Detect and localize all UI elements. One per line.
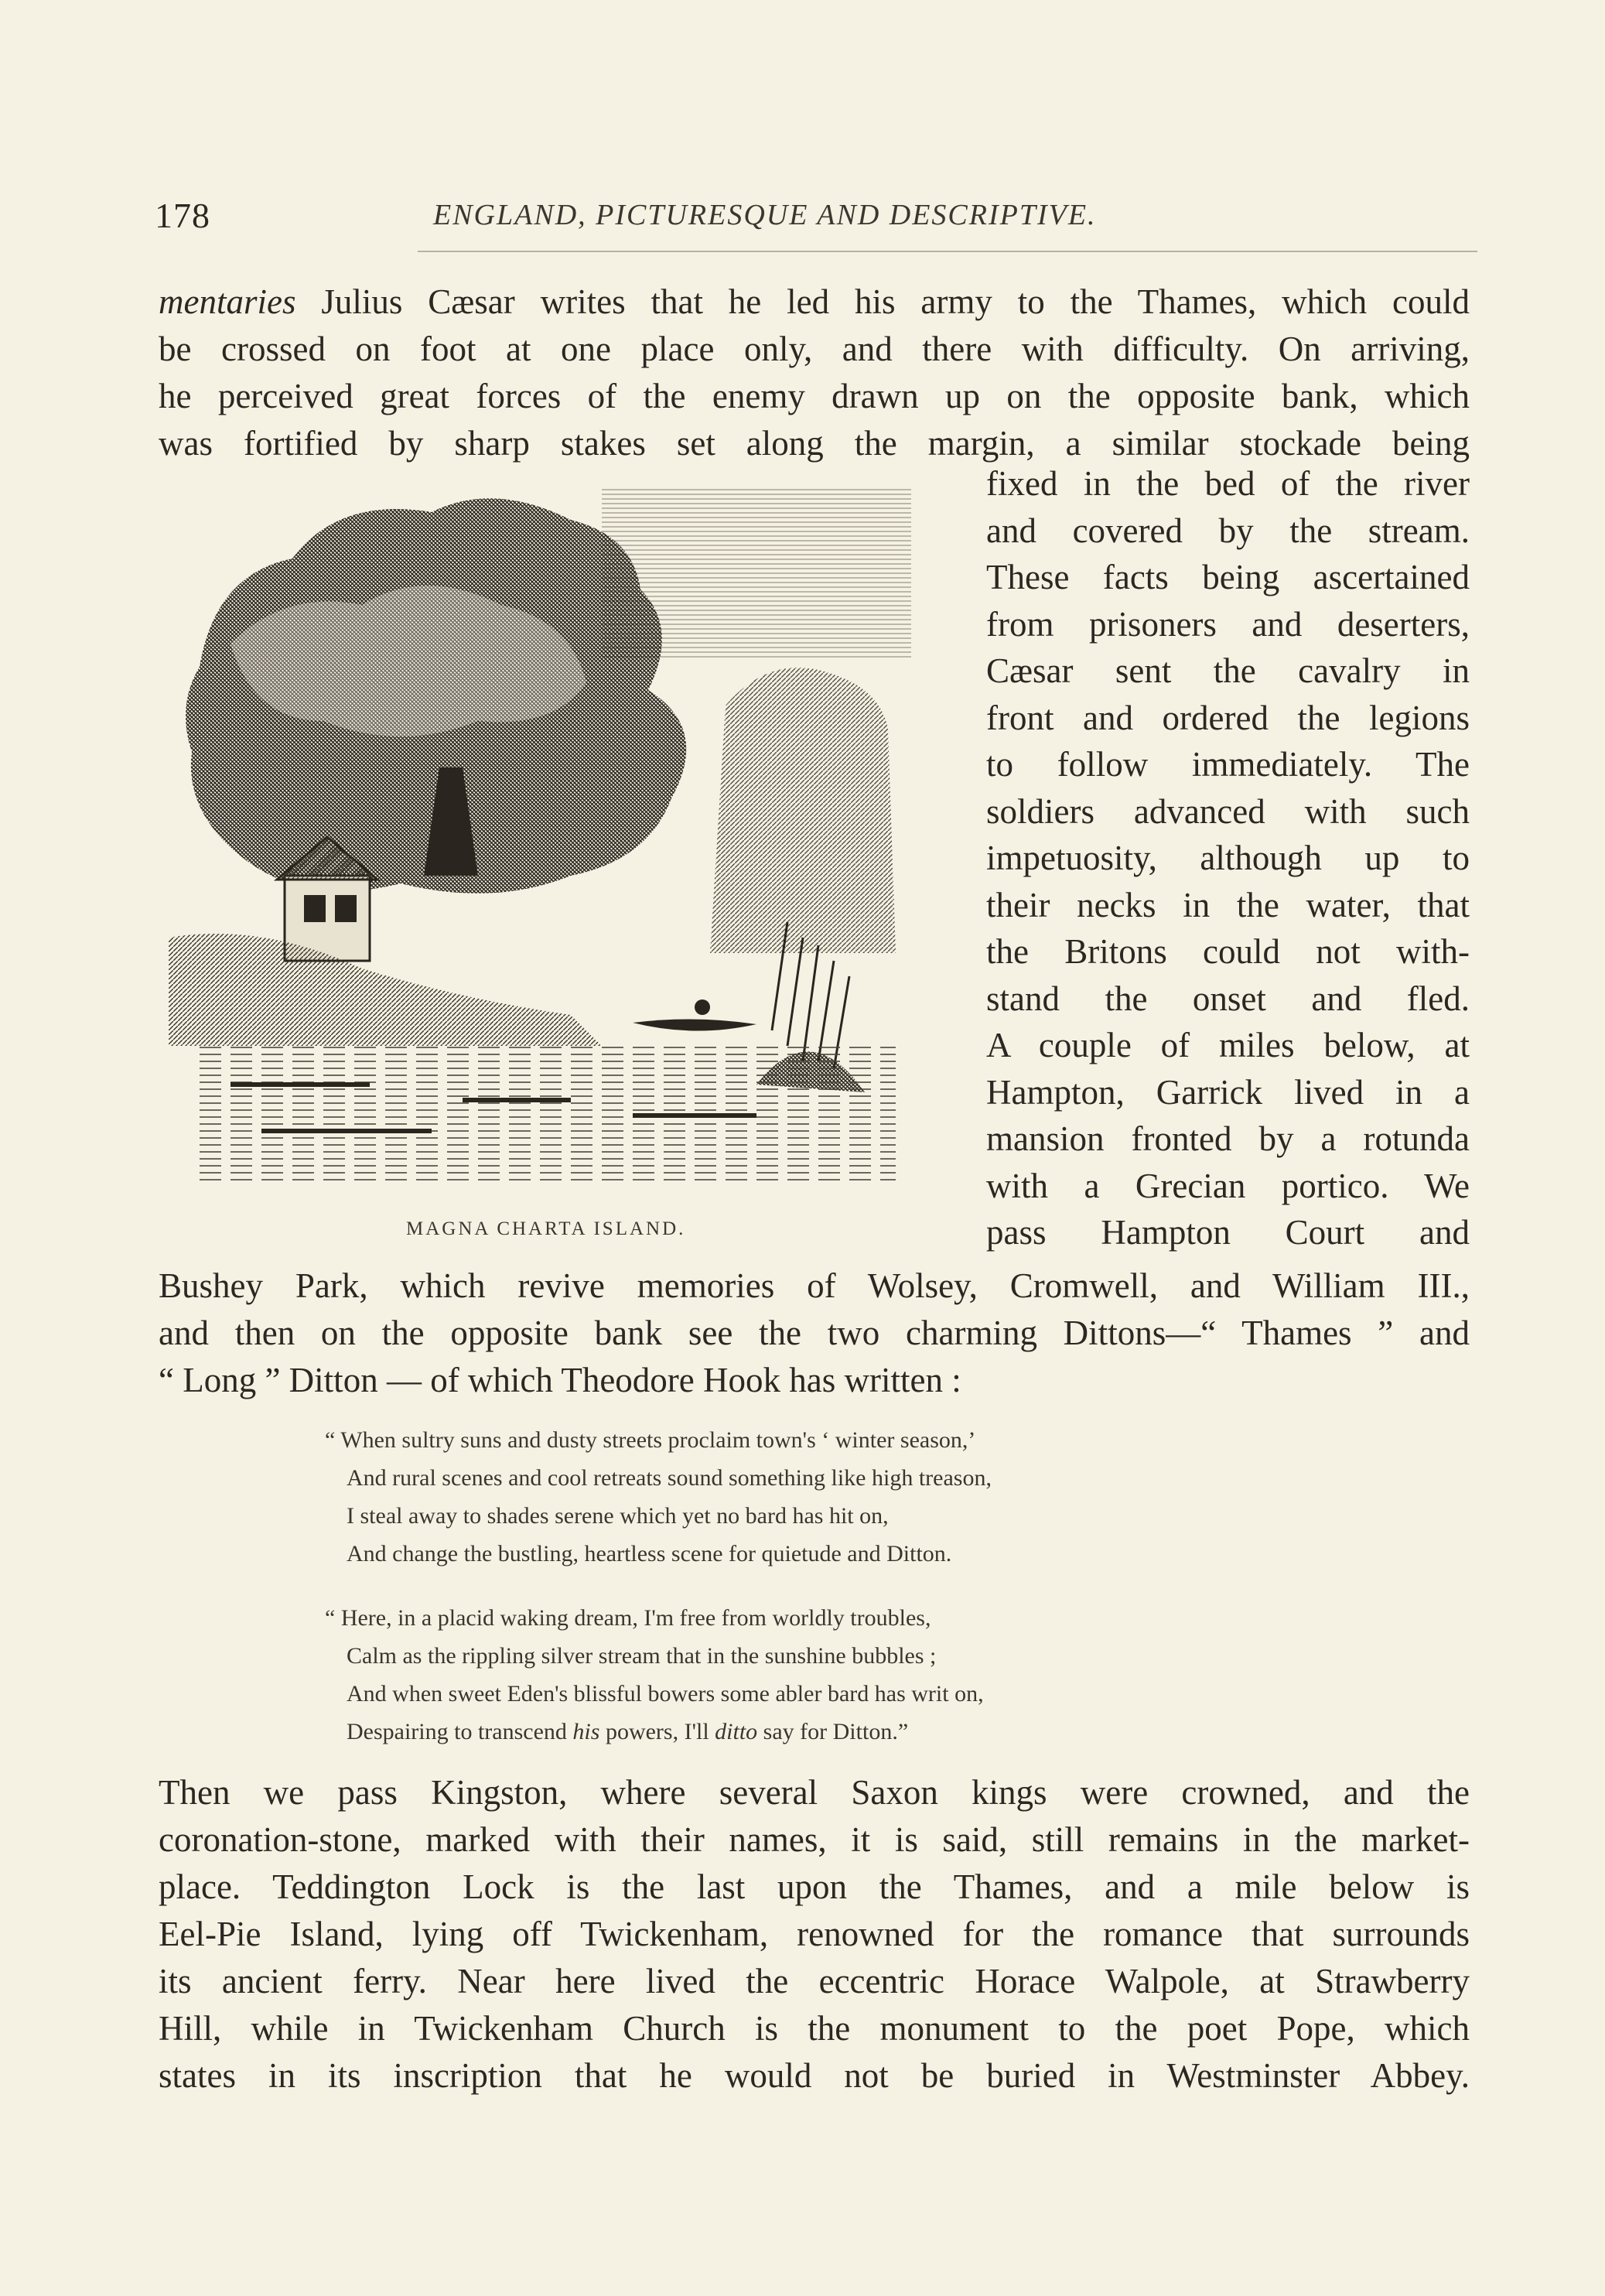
verse-text: say for Ditton.” — [757, 1719, 909, 1744]
verse-line: Calm as the rippling silver stream that in the sunshine bubbles ; — [347, 1643, 937, 1669]
text-line: Bushey Park, which revive memories of Wolsey, Cromwell, and William III., — [159, 1266, 1470, 1305]
text-line: its ancient ferry. Near here lived the eccentric Horace Walpole, at Strawberry — [159, 1962, 1470, 2000]
line-text: Julius Cæsar writes that he led his army to the Thames, which could — [295, 282, 1470, 321]
verse-line: “ Here, in a placid waking dream, I'm free from worldly troubles, — [325, 1605, 931, 1631]
verse-text: Despairing to transcend — [347, 1719, 573, 1744]
text-line: impetuosity, although up to — [986, 839, 1470, 877]
verse-stanza-2 — [325, 1599, 984, 1751]
verse-stanza-1 — [325, 1421, 992, 1573]
text-line: Cæsar sent the cavalry in — [986, 651, 1470, 690]
italic-word: mentaries — [159, 282, 296, 321]
text-line: was fortified by sharp stakes set along the margin, a similar stockade being — [159, 424, 1470, 463]
verse-line: “ When sultry suns and dusty streets proclaim town's ‘ winter season,’ — [325, 1427, 976, 1453]
text-line: mansion fronted by a rotunda — [986, 1119, 1470, 1158]
text-line: with a Grecian portico. We — [986, 1166, 1470, 1205]
text-line: Then we pass Kingston, where several Saxon kings were crowned, and the — [159, 1773, 1470, 1812]
text-line: the Britons could not with- — [986, 932, 1470, 971]
text-line: These facts being ascertained — [986, 558, 1470, 596]
running-title: ENGLAND, PICTURESQUE AND DESCRIPTIVE. — [433, 199, 1097, 231]
text-line: stand the onset and fled. — [986, 979, 1470, 1018]
verse-line: And rural scenes and cool retreats sound something like high treason, — [347, 1465, 992, 1491]
text-line: pass Hampton Court and — [986, 1213, 1470, 1252]
text-line: A couple of miles below, at — [986, 1026, 1470, 1064]
verse-text: powers, I'll — [599, 1719, 715, 1744]
magna-charta-island-engraving — [169, 473, 950, 1208]
text-line: front and ordered the legions — [986, 698, 1470, 737]
text-line: coronation-stone, marked with their names, it is said, still remains in the market- — [159, 1820, 1470, 1859]
text-line: and then on the opposite bank see the two charming Dittons—“ Thames ” and — [159, 1314, 1470, 1352]
verse-line: And when sweet Eden's blissful bowers some abler bard has writ on, — [347, 1681, 984, 1707]
verse-line — [325, 1713, 984, 1751]
verse-line: I steal away to shades serene which yet no bard has hit on, — [347, 1503, 889, 1529]
figure-caption: MAGNA CHARTA ISLAND. — [406, 1218, 686, 1239]
paragraph-2 — [159, 1769, 1470, 2100]
paragraph-1-top — [159, 278, 1470, 467]
italic-word: ditto — [715, 1719, 758, 1744]
engraving-illustration — [169, 473, 950, 1208]
page-header — [155, 195, 1470, 241]
text-line: Hill, while in Twickenham Church is the monument to the poet Pope, which — [159, 2009, 1470, 2048]
verse-line: And change the bustling, heartless scene for quietude and Ditton. — [347, 1541, 952, 1567]
paragraph-1-bottom — [159, 1262, 1470, 1404]
text-line — [159, 278, 1470, 326]
text-line: “ Long ” Ditton — of which Theodore Hook has written : — [159, 1361, 961, 1399]
text-line: to follow immediately. The — [986, 745, 1470, 784]
text-line: their necks in the water, that — [986, 885, 1470, 924]
text-line: fixed in the bed of the river — [986, 464, 1470, 503]
text-line: place. Teddington Lock is the last upon the Thames, and a mile below is — [159, 1867, 1470, 1906]
header-rule — [418, 251, 1477, 252]
text-line: be crossed on foot at one place only, and there with difficulty. On arriving, — [159, 330, 1470, 368]
page-number: 178 — [155, 196, 210, 235]
text-line: and covered by the stream. — [986, 511, 1470, 550]
text-line: he perceived great forces of the enemy drawn up on the opposite bank, which — [159, 377, 1470, 415]
text-line: from prisoners and deserters, — [986, 604, 1470, 644]
paragraph-1-side — [986, 460, 1470, 1256]
italic-word: his — [572, 1719, 600, 1744]
text-line: Hampton, Garrick lived in a — [986, 1072, 1470, 1112]
text-line: states in its inscription that he would not be buried in Westminster Abbey. — [159, 2056, 1470, 2095]
text-line: Eel-Pie Island, lying off Twickenham, renowned for the romance that surrounds — [159, 1915, 1470, 1953]
text-line: soldiers advanced with such — [986, 791, 1470, 831]
